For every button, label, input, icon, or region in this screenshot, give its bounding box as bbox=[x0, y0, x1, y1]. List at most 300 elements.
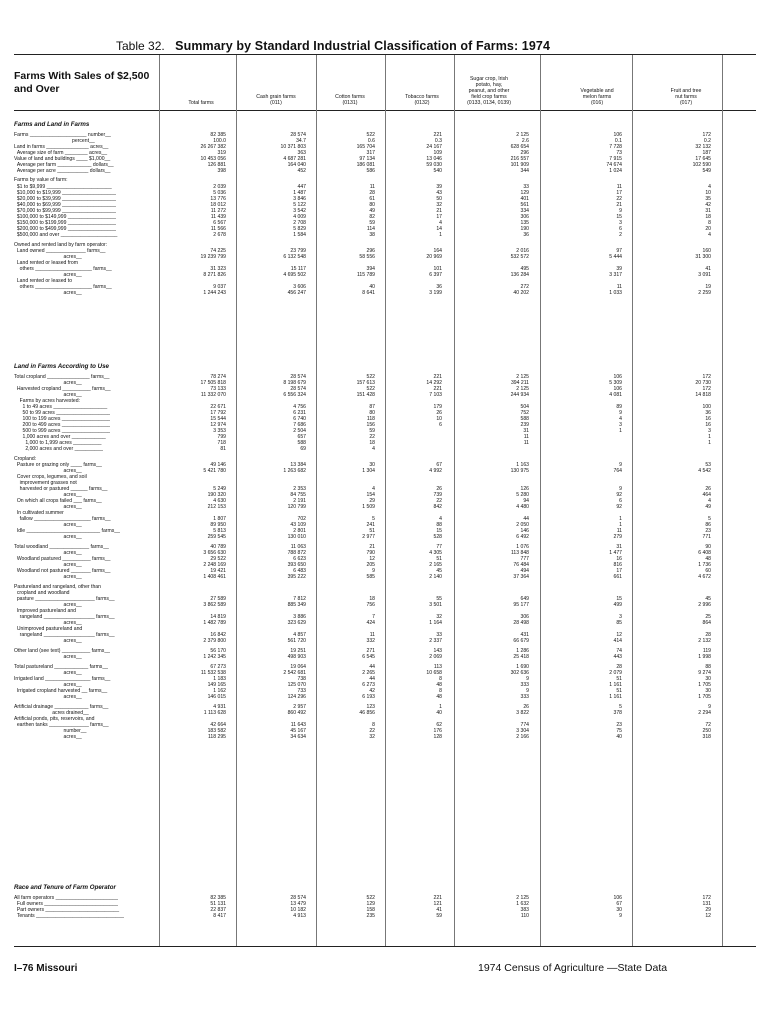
table-cell: 7 686 bbox=[293, 421, 306, 428]
column-header-line: field crop farms bbox=[471, 94, 507, 100]
row-label: Cover crops, legumes, and soil bbox=[14, 473, 87, 480]
column-header-line: (017) bbox=[679, 100, 693, 106]
table-cell: 6 bbox=[439, 421, 442, 428]
row-label: others ____________________ farms__ bbox=[14, 283, 112, 290]
table-cell: 1 705 bbox=[698, 681, 711, 688]
table-cell: 77 bbox=[436, 544, 442, 551]
table-cell: 40 202 bbox=[513, 289, 529, 296]
table-cell: 78 274 bbox=[210, 373, 226, 380]
row-label: $1 to $9,999 _______________________ bbox=[14, 183, 112, 190]
column-rule bbox=[236, 55, 237, 946]
table-cell: 76 484 bbox=[513, 562, 529, 569]
table-cell: 28 498 bbox=[513, 620, 529, 627]
table-cell: 8 bbox=[439, 675, 442, 682]
table-cell: 92 bbox=[616, 504, 622, 511]
table-cell: 124 296 bbox=[287, 694, 306, 700]
table-cell: 3 199 bbox=[429, 289, 442, 296]
row-label: improvement grasses not bbox=[14, 479, 77, 486]
table-cell: 9 bbox=[372, 568, 375, 575]
table-cell: 14 292 bbox=[426, 379, 442, 386]
row-label: $70,000 to $99,999 ___________________ bbox=[14, 207, 116, 214]
table-cell: 11 532 538 bbox=[200, 669, 226, 676]
table-cell: 3 bbox=[708, 427, 711, 434]
table-cell: 11 bbox=[523, 440, 529, 447]
row-label: Owned and rented land by farm operator: bbox=[14, 241, 108, 248]
column-header-line: (0132) bbox=[414, 100, 430, 106]
row-label: Irrigated cropland harvested __ farms__ bbox=[14, 687, 108, 694]
row-label: acres__ bbox=[14, 504, 82, 511]
table-cell: 17 bbox=[616, 568, 622, 575]
table-cell: 28 bbox=[616, 663, 622, 670]
table-cell: 89 bbox=[616, 403, 622, 410]
table-cell: 34 634 bbox=[290, 733, 306, 740]
table-cell: 8 bbox=[372, 721, 375, 728]
table-cell: 2 039 bbox=[213, 183, 226, 190]
row-label: Farms by acres harvested: bbox=[14, 397, 80, 404]
section-title: Race and Tenure of Farm Operator bbox=[14, 884, 116, 891]
table-cell: 1 162 bbox=[213, 687, 226, 694]
table-cell: 296 bbox=[366, 247, 375, 254]
table-cell: 41 bbox=[436, 906, 442, 913]
row-label: acres__ bbox=[14, 562, 82, 569]
table-cell: 3 353 bbox=[213, 427, 226, 434]
table-cell: 128 bbox=[433, 733, 442, 740]
table-cell: 75 bbox=[616, 727, 622, 734]
table-cell: 334 bbox=[520, 207, 529, 214]
table-cell: 97 bbox=[616, 247, 622, 254]
table-cell: 1 736 bbox=[698, 562, 711, 569]
table-cell: 443 bbox=[613, 654, 622, 661]
table-cell: 7 728 bbox=[609, 143, 622, 150]
row-label: acres__ bbox=[14, 654, 82, 661]
row-label: Cropland: bbox=[14, 455, 37, 462]
table-cell: 102 590 bbox=[692, 161, 711, 168]
row-label: Part owners __________________________ bbox=[14, 906, 120, 913]
row-label: acres__ bbox=[14, 522, 82, 529]
table-cell: 164 bbox=[433, 247, 442, 254]
table-cell: 6 bbox=[619, 498, 622, 505]
table-cell: 136 284 bbox=[510, 271, 529, 278]
table-cell: 18 bbox=[369, 440, 375, 447]
table-cell: 11 bbox=[616, 283, 622, 290]
table-cell: 1 304 bbox=[362, 467, 375, 474]
table-cell: 45 bbox=[436, 568, 442, 575]
table-cell: 2 069 bbox=[429, 654, 442, 661]
table-cell: 66 679 bbox=[513, 638, 529, 645]
table-cell: 6 408 bbox=[698, 550, 711, 557]
column-header-line: (011) bbox=[270, 100, 282, 106]
table-cell: 51 bbox=[369, 528, 375, 535]
table-cell: 8 641 bbox=[362, 289, 375, 296]
table-cell: 306 bbox=[520, 213, 529, 220]
table-cell: 84 755 bbox=[290, 492, 306, 499]
table-cell: 113 848 bbox=[510, 550, 529, 557]
table-cell: 58 556 bbox=[359, 253, 375, 260]
table-cell: 28 bbox=[705, 632, 711, 639]
table-cell: 95 177 bbox=[513, 602, 529, 609]
table-cell: 5 309 bbox=[609, 379, 622, 386]
page-label: I–76 Missouri bbox=[14, 963, 78, 974]
table-cell: 13 776 bbox=[210, 195, 226, 202]
table-cell: 221 bbox=[433, 385, 442, 392]
table-cell: 69 bbox=[300, 446, 306, 453]
column-header bbox=[651, 66, 721, 106]
table-cell: 0.6 bbox=[367, 137, 375, 144]
table-cell: 1 033 bbox=[609, 289, 622, 296]
table-cell: 31 300 bbox=[695, 253, 711, 260]
column-header-line: Tobacco farms bbox=[405, 94, 439, 100]
table-cell: 464 bbox=[702, 492, 711, 499]
table-cell: 661 bbox=[613, 574, 622, 581]
table-cell: 30 bbox=[705, 687, 711, 694]
section-title: Farms and Land in Farms bbox=[14, 121, 90, 128]
table-cell: 10 bbox=[705, 189, 711, 196]
table-cell: 123 bbox=[366, 703, 375, 710]
row-label: acres__ bbox=[14, 289, 82, 296]
table-cell: 718 bbox=[217, 440, 226, 447]
table-cell: 34.7 bbox=[296, 137, 306, 144]
table-cell: 494 bbox=[520, 568, 529, 575]
table-cell: 1 509 bbox=[362, 504, 375, 511]
table-cell: 5 036 bbox=[213, 189, 226, 196]
table-cell: 9 bbox=[526, 687, 529, 694]
source-label: 1974 Census of Agriculture —State Data bbox=[478, 962, 668, 974]
table-cell: 37 364 bbox=[513, 574, 529, 581]
table-cell: 28 574 bbox=[290, 131, 306, 138]
table-cell: 504 bbox=[520, 403, 529, 410]
table-cell: 1 584 bbox=[293, 231, 306, 238]
table-cell: 764 bbox=[613, 467, 622, 474]
table-cell: 586 bbox=[366, 167, 375, 174]
row-label: Total cropland _______________ farms__ bbox=[14, 373, 110, 380]
row-label: Farms ____________________ number__ bbox=[14, 131, 111, 138]
table-cell: 431 bbox=[520, 632, 529, 639]
row-label: number__ bbox=[14, 727, 87, 734]
column-header-line: Vegetable and bbox=[580, 88, 614, 94]
table-cell: 31 bbox=[705, 207, 711, 214]
table-cell: 6 556 324 bbox=[283, 391, 306, 398]
table-cell: 14 819 bbox=[210, 614, 226, 621]
table-cell: 2 125 bbox=[516, 385, 529, 392]
table-cell: 279 bbox=[613, 534, 622, 541]
column-header-line: (0133, 0134, 0139) bbox=[467, 100, 511, 106]
table-cell: 100 bbox=[702, 403, 711, 410]
table-cell: 43 bbox=[436, 189, 442, 196]
table-cell: 39 bbox=[616, 265, 622, 272]
table-cell: 10 bbox=[436, 415, 442, 422]
table-cell: 1 408 461 bbox=[203, 574, 226, 581]
table-cell: 28 574 bbox=[290, 373, 306, 380]
column-header-line: (016) bbox=[590, 100, 604, 106]
table-cell: 36 bbox=[705, 409, 711, 416]
row-label: $10,000 to $19,999 ___________________ bbox=[14, 189, 116, 196]
table-cell: 125 070 bbox=[287, 681, 306, 688]
table-cell: 74 674 bbox=[606, 161, 622, 168]
table-cell: 1 807 bbox=[213, 516, 226, 523]
table-cell: 48 bbox=[705, 556, 711, 563]
row-label: In cultivated summer bbox=[14, 510, 64, 517]
table-cell: 2 337 bbox=[429, 638, 442, 645]
table-cell: 55 bbox=[436, 596, 442, 603]
row-label: Full owners __________________________ bbox=[14, 900, 118, 907]
table-cell: 9 bbox=[619, 486, 622, 492]
table-cell: 19 421 bbox=[210, 568, 226, 575]
table-cell: 43 109 bbox=[290, 522, 306, 529]
table-cell: 860 492 bbox=[287, 709, 306, 716]
table-cell: 702 bbox=[297, 516, 306, 523]
table-cell: 4 009 bbox=[293, 213, 306, 220]
row-label: All farm operators ______________________ bbox=[14, 894, 118, 901]
table-cell: 61 bbox=[369, 195, 375, 202]
row-label: 500 to 999 acres _________________ bbox=[14, 427, 111, 434]
row-label: acres__ bbox=[14, 733, 82, 740]
row-label: 50 to 99 acres ___________________ bbox=[14, 409, 111, 416]
row-label: $20,000 to $39,999 ___________________ bbox=[14, 195, 116, 202]
column-rule bbox=[540, 55, 541, 946]
table-cell: 82 385 bbox=[210, 131, 226, 138]
table-cell: 16 bbox=[705, 415, 711, 422]
table-cell: 3 304 bbox=[516, 727, 529, 734]
table-cell: 50 bbox=[436, 195, 442, 202]
table-cell: 752 bbox=[520, 409, 529, 416]
row-label: rangeland __________________ farms__ bbox=[14, 632, 115, 639]
table-cell: 42 bbox=[369, 687, 375, 694]
table-cell: 221 bbox=[433, 373, 442, 380]
table-cell: 522 bbox=[366, 373, 375, 380]
table-cell: 1 bbox=[708, 440, 711, 447]
table-cell: 239 bbox=[520, 421, 529, 428]
table-cell: 13 046 bbox=[426, 155, 442, 162]
table-cell: 8 271 826 bbox=[203, 271, 226, 278]
table-cell: 816 bbox=[613, 562, 622, 569]
table-cell: 40 bbox=[616, 733, 622, 740]
table-cell: 179 bbox=[433, 403, 442, 410]
table-cell: 22 bbox=[369, 727, 375, 734]
table-cell: 80 bbox=[369, 409, 375, 416]
table-cell: 4 bbox=[708, 183, 711, 190]
table-cell: 2 259 bbox=[698, 289, 711, 296]
table-cell: 3 542 bbox=[293, 207, 306, 214]
table-cell: 522 bbox=[366, 131, 375, 138]
table-cell: 498 903 bbox=[287, 654, 306, 661]
row-label: acres__ bbox=[14, 602, 82, 609]
row-label: acres__ bbox=[14, 492, 82, 499]
table-cell: 1 242 345 bbox=[203, 654, 226, 661]
table-cell: 51 bbox=[436, 556, 442, 563]
table-cell: 259 545 bbox=[207, 534, 226, 541]
table-cell: 49 146 bbox=[210, 461, 226, 468]
table-cell: 302 636 bbox=[510, 669, 529, 676]
row-label: 1,000 to 1,999 acres __________ bbox=[14, 440, 102, 447]
table-cell: 1 024 bbox=[609, 167, 622, 174]
column-rule bbox=[159, 55, 160, 946]
table-cell: 130 975 bbox=[510, 467, 529, 474]
table-cell: 23 bbox=[616, 721, 622, 728]
table-cell: 20 bbox=[705, 225, 711, 232]
table-cell: 49 bbox=[369, 207, 375, 214]
table-cell: 3 822 bbox=[516, 709, 529, 716]
table-cell: 499 bbox=[613, 602, 622, 609]
table-cell: 187 bbox=[702, 149, 711, 156]
table-cell: 126 bbox=[520, 486, 529, 492]
table-cell: 272 bbox=[520, 283, 529, 290]
table-cell: 2 957 bbox=[293, 703, 306, 710]
row-label: Pasture or grazing only ____ farms__ bbox=[14, 461, 102, 468]
table-cell: 4 bbox=[439, 219, 442, 226]
table-cell: 56 170 bbox=[210, 648, 226, 655]
table-cell: 8 417 bbox=[213, 912, 226, 919]
table-cell: 17 bbox=[616, 189, 622, 196]
table-cell: 2 542 681 bbox=[283, 669, 306, 676]
table-cell: 81 bbox=[220, 446, 226, 453]
table-cell: 74 bbox=[616, 648, 622, 655]
table-cell: 5 421 780 bbox=[203, 467, 226, 474]
row-label: 2,000 acres and over __________ bbox=[14, 446, 103, 453]
row-label: Average per farm ____________ dollars__ bbox=[14, 161, 114, 168]
table-cell: 4 756 bbox=[293, 403, 306, 410]
table-cell: 241 bbox=[366, 522, 375, 529]
table-cell: 8 bbox=[439, 687, 442, 694]
table-cell: 10 453 056 bbox=[200, 155, 226, 162]
table-cell: 129 bbox=[366, 900, 375, 907]
row-label: $100,000 to $149,999 _________________ bbox=[14, 213, 116, 220]
column-header-line: potato, hay, bbox=[475, 82, 503, 88]
table-cell: 588 bbox=[520, 415, 529, 422]
table-cell: 135 bbox=[520, 219, 529, 226]
table-cell: 88 bbox=[436, 522, 442, 529]
column-rule bbox=[385, 55, 386, 946]
table-cell: 1 161 bbox=[609, 681, 622, 688]
table-cell: 319 bbox=[217, 149, 226, 156]
table-cell: 414 bbox=[613, 638, 622, 645]
column-header-line: nut farms bbox=[675, 94, 697, 100]
table-cell: 1 487 bbox=[293, 189, 306, 196]
column-header-line: Cash grain farms bbox=[256, 94, 296, 100]
table-cell: 2 050 bbox=[516, 522, 529, 529]
table-cell: 333 bbox=[520, 694, 529, 700]
table-cell: 6 bbox=[619, 225, 622, 232]
table-cell: 2 166 bbox=[516, 733, 529, 740]
table-cell: 6 623 bbox=[293, 556, 306, 563]
table-cell: 186 081 bbox=[356, 161, 375, 168]
table-cell: 6 492 bbox=[516, 534, 529, 541]
row-label: acres__ bbox=[14, 550, 82, 557]
table-cell: 11 bbox=[523, 434, 529, 440]
table-cell: 885 349 bbox=[287, 602, 306, 609]
table-cell: 1 bbox=[619, 516, 622, 523]
table-cell: 15 bbox=[616, 596, 622, 603]
table-cell: 15 bbox=[436, 528, 442, 535]
table-cell: 0.1 bbox=[614, 137, 622, 144]
table-cell: 160 bbox=[702, 247, 711, 254]
table-cell: 649 bbox=[520, 596, 529, 603]
table-cell: 190 bbox=[520, 225, 529, 232]
table-cell: 4 480 bbox=[516, 504, 529, 511]
table-cell: 32 bbox=[436, 201, 442, 208]
table-cell: 5 280 bbox=[516, 492, 529, 499]
table-cell: 7 812 bbox=[293, 596, 306, 603]
table-cell: 9 037 bbox=[213, 283, 226, 290]
table-cell: 333 bbox=[520, 681, 529, 688]
table-cell: 2 708 bbox=[293, 219, 306, 226]
row-label: acres__ bbox=[14, 253, 82, 260]
table-cell: 15 bbox=[616, 213, 622, 220]
table-cell: 21 bbox=[436, 207, 442, 214]
table-cell: 51 bbox=[616, 675, 622, 682]
table-cell: 7 915 bbox=[609, 155, 622, 162]
table-cell: 26 bbox=[705, 486, 711, 492]
table-cell: 106 bbox=[613, 385, 622, 392]
table-cell: 48 bbox=[436, 694, 442, 700]
table-cell: 130 010 bbox=[287, 534, 306, 541]
table-cell: 6 483 bbox=[293, 568, 306, 575]
table-cell: 5 444 bbox=[609, 253, 622, 260]
table-cell: 44 bbox=[369, 663, 375, 670]
table-cell: 165 704 bbox=[356, 143, 375, 150]
table-cell: 3 846 bbox=[293, 195, 306, 202]
table-cell: 11 332 070 bbox=[200, 391, 226, 398]
table-cell: 2 125 bbox=[516, 131, 529, 138]
table-cell: 72 bbox=[705, 721, 711, 728]
table-cell: 3 091 bbox=[698, 271, 711, 278]
table-cell: 26 bbox=[523, 703, 529, 710]
table-cell: 585 bbox=[366, 574, 375, 581]
table-cell: 11 643 bbox=[290, 721, 306, 728]
row-label: Improved pastureland and bbox=[14, 608, 77, 615]
section-title: Land in Farms According to Use bbox=[14, 363, 110, 370]
table-cell: 94 bbox=[523, 498, 529, 505]
table-cell: 92 bbox=[616, 492, 622, 499]
table-cell: 13 479 bbox=[290, 900, 306, 907]
table-cell: 28 574 bbox=[290, 385, 306, 392]
table-cell: 109 bbox=[433, 149, 442, 156]
table-cell: 3 656 630 bbox=[203, 550, 226, 557]
table-cell: 118 295 bbox=[207, 733, 226, 740]
table-cell: 306 bbox=[520, 614, 529, 621]
table-cell: 4 bbox=[372, 486, 375, 492]
table-cell: 51 131 bbox=[210, 900, 226, 907]
table-cell: 0.2 bbox=[703, 137, 711, 144]
table-cell: 113 bbox=[433, 663, 442, 670]
table-cell: 16 bbox=[616, 556, 622, 563]
table-cell: 3 501 bbox=[429, 602, 442, 609]
table-cell: 3 bbox=[619, 219, 622, 226]
table-cell: 9 bbox=[619, 409, 622, 416]
table-cell: 244 934 bbox=[510, 391, 529, 398]
table-cell: 4 992 bbox=[429, 467, 442, 474]
table-cell: 6 545 bbox=[362, 654, 375, 661]
table-cell: 9 bbox=[619, 912, 622, 919]
column-header-line: peanut, and other bbox=[468, 88, 510, 94]
table-cell: 9 bbox=[526, 675, 529, 682]
table-cell: 9 274 bbox=[698, 669, 711, 676]
table-cell: 4 bbox=[619, 415, 622, 422]
row-label: cropland and woodland bbox=[14, 590, 70, 596]
table-cell: 29 bbox=[369, 498, 375, 505]
table-cell: 13 384 bbox=[290, 461, 306, 468]
table-cell: 67 bbox=[436, 461, 442, 468]
table-cell: 1 632 bbox=[516, 900, 529, 907]
row-label: acres__ bbox=[14, 467, 82, 474]
table-cell: 19 239 799 bbox=[200, 253, 226, 260]
table-cell: 115 789 bbox=[356, 271, 375, 278]
table-cell: 3 317 bbox=[609, 271, 622, 278]
table-cell: 32 bbox=[369, 733, 375, 740]
table-cell: 59 bbox=[369, 427, 375, 434]
table-cell: 16 842 bbox=[210, 632, 226, 639]
table-cell: 11 bbox=[616, 528, 622, 535]
table-cell: 29 bbox=[705, 906, 711, 913]
